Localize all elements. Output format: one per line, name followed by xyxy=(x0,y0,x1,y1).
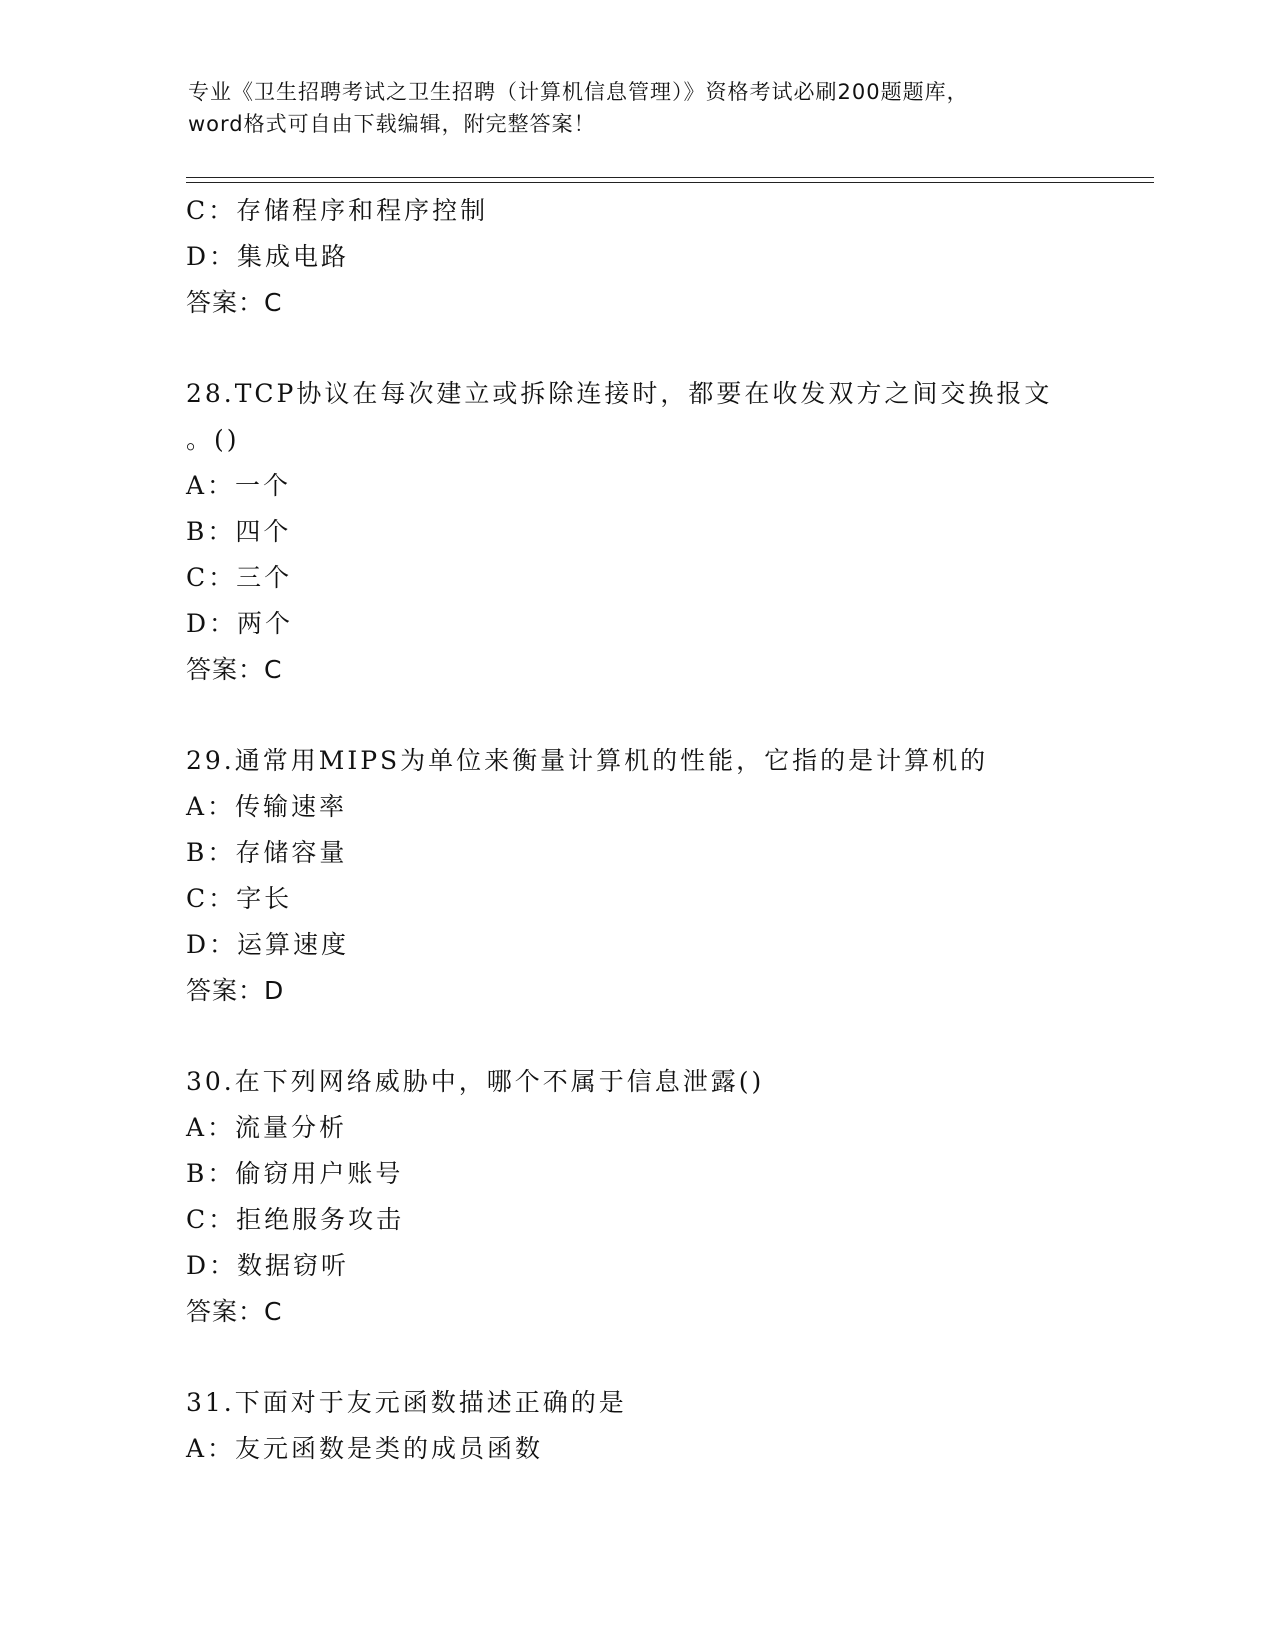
answer-line: 答案：D xyxy=(186,976,285,1005)
question-stem: 29.通常用MIPS为单位来衡量计算机的性能，它指的是计算机的 xyxy=(186,746,989,775)
option-a: A：一个 xyxy=(186,471,292,500)
option-b: B：偷窃用户账号 xyxy=(186,1159,404,1188)
option-a: A：流量分析 xyxy=(186,1113,348,1142)
option-d: D：两个 xyxy=(186,609,294,638)
option-a: A：传输速率 xyxy=(186,792,348,821)
option-d: D：运算速度 xyxy=(186,930,350,959)
option-b: B：四个 xyxy=(186,517,292,546)
document-header xyxy=(188,76,1088,140)
question-31 xyxy=(186,1380,1126,1472)
question-28 xyxy=(186,371,1126,693)
option-c: C：三个 xyxy=(186,563,293,592)
header-line-2: word格式可自由下载编辑，附完整答案！ xyxy=(188,112,596,136)
option-d: D：数据窃听 xyxy=(186,1251,350,1280)
option-a: A：友元函数是类的成员函数 xyxy=(186,1434,544,1463)
previous-question-tail xyxy=(186,188,1126,326)
question-stem: 31.下面对于友元函数描述正确的是 xyxy=(186,1388,627,1417)
answer-line: 答案：C xyxy=(186,288,283,317)
question-stem-cont: 。() xyxy=(186,425,240,454)
option-c: C：拒绝服务攻击 xyxy=(186,1205,405,1234)
answer-line: 答案：C xyxy=(186,655,283,684)
question-stem: 28.TCP协议在每次建立或拆除连接时，都要在收发双方之间交换报文 xyxy=(186,379,1053,408)
header-line-1: 专业《卫生招聘考试之卫生招聘（计算机信息管理）》资格考试必刷200题题库， xyxy=(188,80,969,104)
question-list xyxy=(186,188,1126,1472)
option-d: D：集成电路 xyxy=(186,242,350,271)
question-stem: 30.在下列网络威胁中，哪个不属于信息泄露() xyxy=(186,1067,765,1096)
option-b: B：存储容量 xyxy=(186,838,348,867)
answer-line: 答案：C xyxy=(186,1297,283,1326)
option-c: C：字长 xyxy=(186,884,293,913)
option-c: C：存储程序和程序控制 xyxy=(186,196,489,225)
question-29 xyxy=(186,738,1126,1014)
header-rule-bottom xyxy=(186,182,1154,183)
question-30 xyxy=(186,1059,1126,1335)
header-rule-top xyxy=(186,177,1154,178)
